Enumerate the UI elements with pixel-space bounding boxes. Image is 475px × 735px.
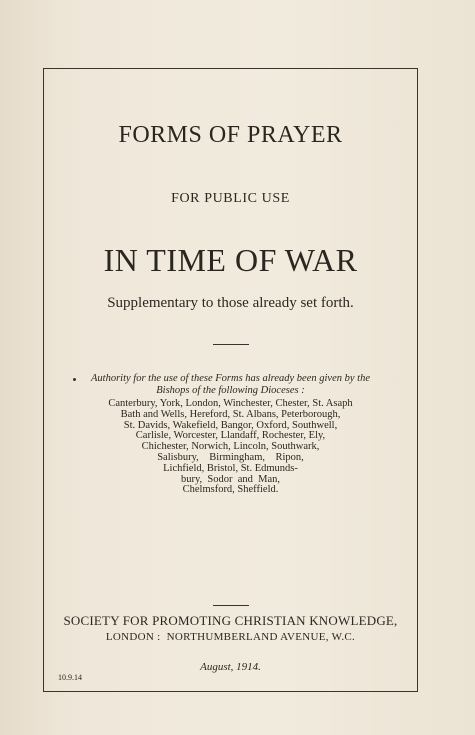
diocese-line: Lichfield, Bristol, St. Edmunds- — [163, 462, 298, 474]
authority-line: Authority for the use of these Forms has already been given by the — [91, 373, 370, 384]
publication-date: August, 1914. — [200, 661, 261, 673]
diocese-line: Bath and Wells, Hereford, St. Albans, Peterborough, — [120, 408, 341, 420]
dioceses-list — [43, 399, 418, 496]
diocese-line: Salisbury, Birmingham, Ripon, — [157, 451, 304, 463]
document-title: FORMS OF PRAYER — [118, 122, 343, 148]
authority-line: Bishops of the following Dioceses : — [156, 385, 305, 396]
diocese-line: Chichester, Norwich, Lincoln, Southwark, — [141, 441, 320, 453]
divider-rule — [213, 344, 249, 345]
diocese-line: bury, Sodor and Man, — [180, 473, 281, 485]
authority-text — [43, 373, 418, 397]
print-code: 10.9.14 — [58, 673, 82, 682]
publisher-address: LONDON : NORTHUMBERLAND AVENUE, W.C. — [105, 631, 356, 643]
diocese-line: Carlisle, Worcester, Llandaff, Rochester, Ely, — [135, 430, 326, 442]
document-subtitle: FOR PUBLIC USE — [171, 191, 290, 206]
diocese-line: Canterbury, York, London, Winchester, Chester, St. Asaph — [108, 398, 353, 409]
diocese-line: St. Davids, Wakefield, Bangor, Oxford, Southwell, — [123, 419, 338, 431]
main-heading: IN TIME OF WAR — [103, 242, 358, 278]
supplementary-line: Supplementary to those already set forth. — [107, 295, 354, 311]
diocese-line: Chelmsford, Sheffield. — [182, 484, 279, 496]
publisher-name: SOCIETY FOR PROMOTING CHRISTIAN KNOWLEDGE, — [63, 613, 398, 628]
divider-rule-bottom — [213, 605, 249, 606]
